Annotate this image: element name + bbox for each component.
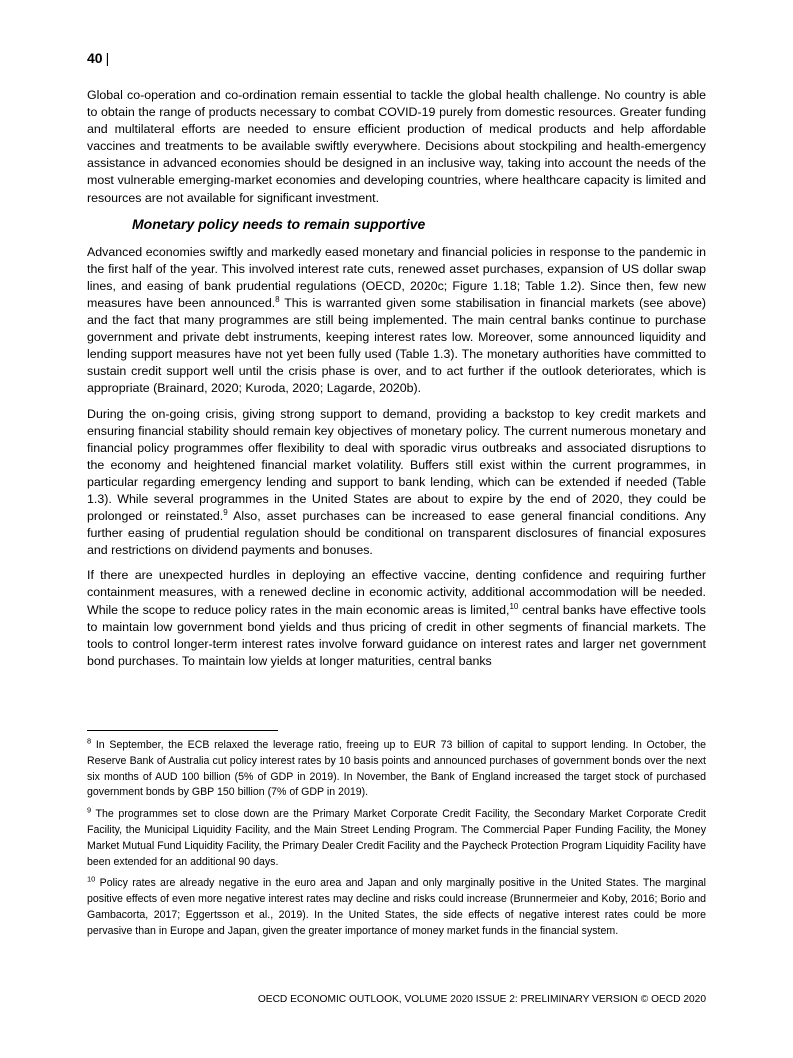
body-text <box>87 87 706 678</box>
footnote-ref-10[interactable]: 10 <box>509 601 519 611</box>
paragraph-ongoing-crisis: During the on-going crisis, giving strong support to demand, providing a backstop to key credit markets and ensuring financial stability should remain key objectives of monetary policy. The current numerous monetary and financial policy programmes offer flexibility to deal with sporadic virus outbreaks and associated disruptions to the economy and heightened financial market volatility. Buffers still exist within the current programmes, in particular regarding emergency lending and support to bank lending, which can be extended if needed (Table 1.3). While several programmes in the United States are about to expire by the end of 2020, they could be prolonged or reinstated.$^9$ Also, asset purchases can be increased to ease general financial conditions. Any further easing of prudential regulation should be conditional on transparent disclosures of financial exposures and restrictions on dividend payments and bonuses. <box>87 406 706 558</box>
paragraph-global-cooperation: Global co-operation and co-ordination remain essential to tackle the global health challenge. No country is able to obtain the range of products necessary to combat COVID-19 purely from domestic resources. Greater funding and multilateral efforts are needed to ensure efficient production of medical products and help affordable vaccines and treatments to be available swiftly everywhere. Decisions about stockpiling and health-emergency assistance in advanced economies should be designed in an inclusive way, taking into account the needs of the most vulnerable emerging-market economies and developing countries, where healthcare capacity is limited and resources are not available for significant investment. <box>87 88 706 205</box>
page-number: 40 | <box>87 50 110 66</box>
section-heading: Monetary policy needs to remain supportive <box>132 215 426 232</box>
footnote-ref-9[interactable]: 9 <box>223 507 228 517</box>
paragraph-unexpected-hurdles: If there are unexpected hurdles in deploying an effective vaccine, denting confidence and requiring further containment measures, with a renewed decline in economic activity, additional accommodation will be needed. While the scope to reduce policy rates in the main economic areas is limited,$^{10}$ central banks have effective tools to maintain low government bond yields and thus pricing of credit in other segments of financial markets. The tools to control longer-term interest rates involve forward guidance on interest rates and larger net government bond purchases. To maintain low yields at longer maturities, central banks <box>87 568 706 668</box>
footnote-9: $^9$ The programmes set to close down are the Primary Market Corporate Credit Facility, the Secondary Market Corporate Credit Facility, the Municipal Liquidity Facility, and the Main Street Lending Program. The Commercial Paper Funding Facility, the Money Market Mutual Fund Liquidity Facility, the Primary Dealer Credit Facility and the Paycheck Protection Program Liquidity Facility have been extended for an additional 90 days. <box>87 805 706 868</box>
page-number-separator: | <box>105 50 110 66</box>
page-footer: OECD ECONOMIC OUTLOOK, VOLUME 2020 ISSUE 2: PRELIMINARY VERSION © OECD 2020 <box>257 994 706 1005</box>
paragraph-easing: Advanced economies swiftly and markedly eased monetary and financial policies in response to the pandemic in the first half of the year. This involved interest rate cuts, renewed asset purchases, expansion of US dollar swap lines, and easing of bank prudential regulations (OECD, 2020c; Figure 1.18; Table 1.2). Since then, few new measures have been announced.$^8$ This is warranted given some stabilisation in financial markets (see above) and the fact that many programmes are still being implemented. The main central banks continue to purchase government and private debt instruments, keeping interest rates low. Moreover, some announced liquidity and lending support measures have not yet been fully used (Table 1.3). The monetary authorities have committed to sustain credit support well until the crisis phase is over, and to act further if the outlook deteriorates, which is appropriate (Brainard, 2020; Kuroda, 2020; Lagarde, 2020b). <box>87 244 706 396</box>
footnotes <box>87 738 706 946</box>
footnote-8: $^8$ In September, the ECB relaxed the leverage ratio, freeing up to EUR 73 billion of capital to support lending. In October, the Reserve Bank of Australia cut policy interest rates by 10 basis points and announced purchases of government bonds over the next six months of AUD 100 billion (5% of GDP in 2019). In November, the Bank of England increased the target stock of purchased government bonds by GBP 150 billion (7% of GDP in 2019). <box>87 736 706 799</box>
footnote-10: $^{10}$ Policy rates are already negative in the euro area and Japan and only marginally positive in the United States. The marginal positive effects of even more negative interest rates may decline and risks could increase (Brunnermeier and Koby, 2016; Borio and Gambacorta, 2017; Eggertsson et al., 2019). In the United States, the side effects of negative interest rates could be more pervasive than in Europe and Japan, given the greater importance of money market funds in the financial system. <box>87 874 706 937</box>
footnote-divider <box>87 730 278 731</box>
footnote-ref-8[interactable]: 8 <box>275 294 280 304</box>
